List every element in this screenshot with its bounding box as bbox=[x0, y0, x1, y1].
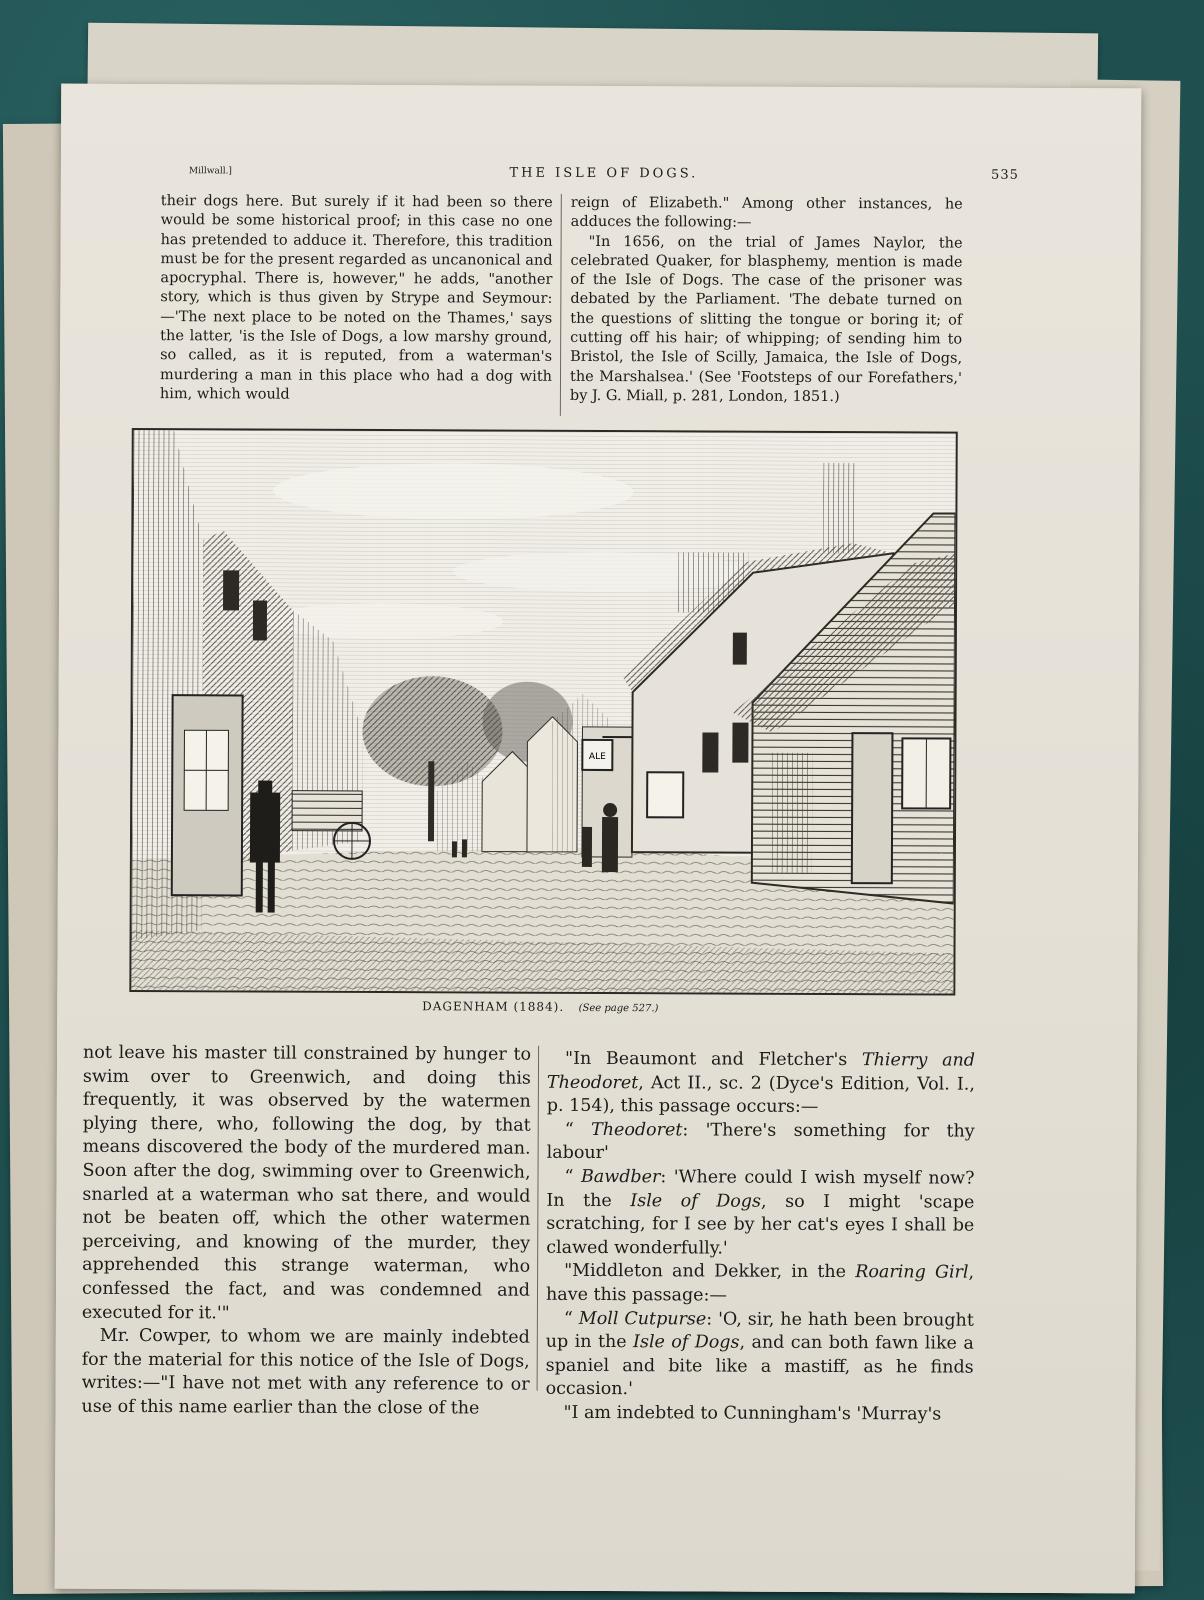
speaker-name: Bawdber bbox=[580, 1166, 661, 1188]
text-run: , Act II., sc. 2 (Dyce's Edition, Vol. I., p. 154), this passage occurs:— bbox=[546, 1072, 975, 1118]
text-run: : 'O, sir, he hath been brought up in the bbox=[545, 1309, 974, 1353]
paragraph: Mr. Cowper, to whom we are mainly indebted for the material for this notice of the Isle of Dogs, writes:—"I have not met with any reference to or use of this name earlier than the close of the bbox=[81, 1325, 530, 1419]
italic-title: Thierry and Theodoret bbox=[546, 1050, 976, 1093]
column-divider bbox=[537, 1046, 540, 1391]
paragraph: “ Moll Cutpurse: 'O, sir, he hath been brought up in the Isle of Dogs, and can both fawn like a spaniel and bite like a mastiff, as he finds occasion.' bbox=[545, 1308, 974, 1400]
paragraph bbox=[546, 1260, 974, 1309]
book-page bbox=[55, 84, 1142, 1594]
text-run: , and can both fawn like a spaniel and bite like a mastiff, as he finds occasion.' bbox=[545, 1332, 974, 1400]
paragraph: not leave his master till constrained by hunger to swim over to Greenwich, and doing this frequently, it was observed by the watermen plying there, who, following the dog, by that means discovered the body of the murdered man. Soon after the dog, swimming over to Greenwich, snarled at a waterman who sat there, and would not be beaten off, which the other watermen perceiving, and knowing of the murder, they apprehended this strange waterman, who confessed the fact, and was condemned and executed for it.'" bbox=[81, 1042, 532, 1323]
bottom-left-column bbox=[81, 1042, 531, 1421]
page-number: 535 bbox=[991, 167, 1019, 183]
speaker-name: Moll Cutpurse bbox=[578, 1308, 707, 1330]
text-run: , have this passage:— bbox=[545, 1262, 975, 1306]
paragraph: their dogs here. But surely if it had been so there would be some historical proof; in this case no one has pretended to adduce it. Therefore, this tradition must be for the present regarded as uncanonical and apocryphal. There is, however," he adds, "another story, which is thus given by Strype and Seymour:—'The next place to be noted on the Thames,' says the latter, 'is the Isle of Dogs, a low marshy ground, so called, as it is reputed, from a waterman's murdering a man in this place who had a dog with him, which would bbox=[159, 193, 553, 403]
paragraph bbox=[547, 1048, 975, 1121]
paragraph: reign of Elizabeth." Among other instances, he adduces the following:— bbox=[570, 194, 963, 231]
paragraph: “ Theodoret: 'There's something for thy labour' bbox=[546, 1119, 975, 1164]
text-run: : 'There's something for thy labour' bbox=[546, 1120, 975, 1164]
bottom-right-column bbox=[545, 1048, 975, 1427]
speaker-name: Theodoret bbox=[590, 1119, 683, 1141]
paragraph: “ Bawdber: 'Where could I wish myself now? In the Isle of Dogs, so I might 'scape scratching, for I see by her cat's eyes I shall be clawed wonderfully.' bbox=[546, 1166, 975, 1259]
text-run: , so I might 'scape scratching, for I see by her cat's eyes I shall be clawed wonderfully.' bbox=[546, 1191, 975, 1259]
paragraph: "In 1656, on the trial of James Naylor, the celebrated Quaker, for blasphemy, mention is made of the Isle of Dogs. The case of the prisoner was debated by the Parliament. 'The debate turned on the questions of slitting the tongue or boring it; of cutting off his hair; of whipping; of sending him to Bristol, the Isle of Scilly, Jamaica, the Isle of Dogs, the Marshalsea.' (See 'Footsteps of our Forefathers,' by J. G. Miall, p. 281, London, 1851.) bbox=[569, 233, 963, 406]
caption-reference: (See page 527.) bbox=[578, 1002, 659, 1015]
engraving-street-scene-icon bbox=[129, 428, 957, 996]
italic-place: Isle of Dogs bbox=[630, 1190, 762, 1212]
section-label: Millwall.] bbox=[188, 166, 232, 177]
caption-title: DAGENHAM (1884). bbox=[422, 999, 565, 1014]
text-run: "In Beaumont and Fletcher's bbox=[564, 1048, 862, 1071]
paragraph: "I am indebted to Cunningham's 'Murray's bbox=[563, 1402, 942, 1425]
figure-caption bbox=[129, 998, 951, 1016]
running-header bbox=[189, 162, 1019, 190]
column-divider bbox=[560, 194, 562, 416]
top-left-column bbox=[160, 192, 553, 406]
text-run: "Middleton and Dekker, in the bbox=[564, 1261, 856, 1283]
italic-title: Roaring Girl bbox=[855, 1262, 969, 1283]
inn-sign-text: ALE bbox=[588, 751, 606, 763]
italic-place: Isle of Dogs bbox=[633, 1332, 740, 1353]
top-right-column bbox=[570, 194, 963, 408]
page-title: THE ISLE OF DOGS. bbox=[509, 165, 699, 182]
text-run: : 'Where could I wish myself now? In the bbox=[546, 1167, 975, 1211]
